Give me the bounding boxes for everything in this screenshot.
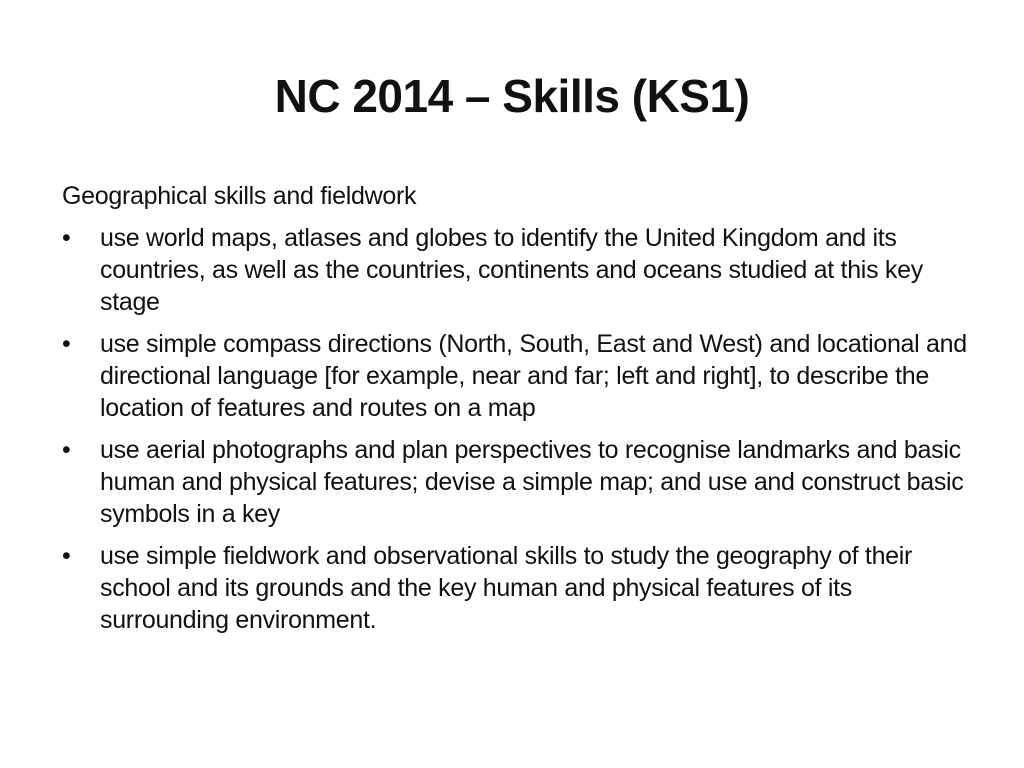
- list-item: [62, 540, 972, 636]
- bullet-icon: •: [62, 224, 71, 252]
- bullet-icon: •: [62, 330, 71, 358]
- list-item-text: use simple compass directions (North, South, East and West) and locational and directional language [for example, near and far; left and right], to describe the location of features and routes on a map: [100, 330, 967, 422]
- list-item: [62, 434, 972, 530]
- list-item: [62, 222, 972, 318]
- intro-text: Geographical skills and fieldwork: [62, 182, 417, 210]
- list-item-text: use aerial photographs and plan perspectives to recognise landmarks and basic human and physical features; devise a simple map; and use and construct basic symbols in a key: [100, 436, 964, 528]
- list-item-text: use world maps, atlases and globes to identify the United Kingdom and its countries, as well as the countries, continents and oceans studied at this key stage: [100, 224, 923, 316]
- slide-body: [62, 180, 972, 646]
- list-item: [62, 328, 972, 424]
- slide-title: NC 2014 – Skills (KS1): [274, 70, 750, 122]
- bullet-icon: •: [62, 542, 71, 570]
- bullet-icon: •: [62, 436, 71, 464]
- list-item-text: use simple fieldwork and observational skills to study the geography of their school and its grounds and the key human and physical features of its surrounding environment.: [100, 542, 913, 634]
- bullet-list: [62, 222, 972, 636]
